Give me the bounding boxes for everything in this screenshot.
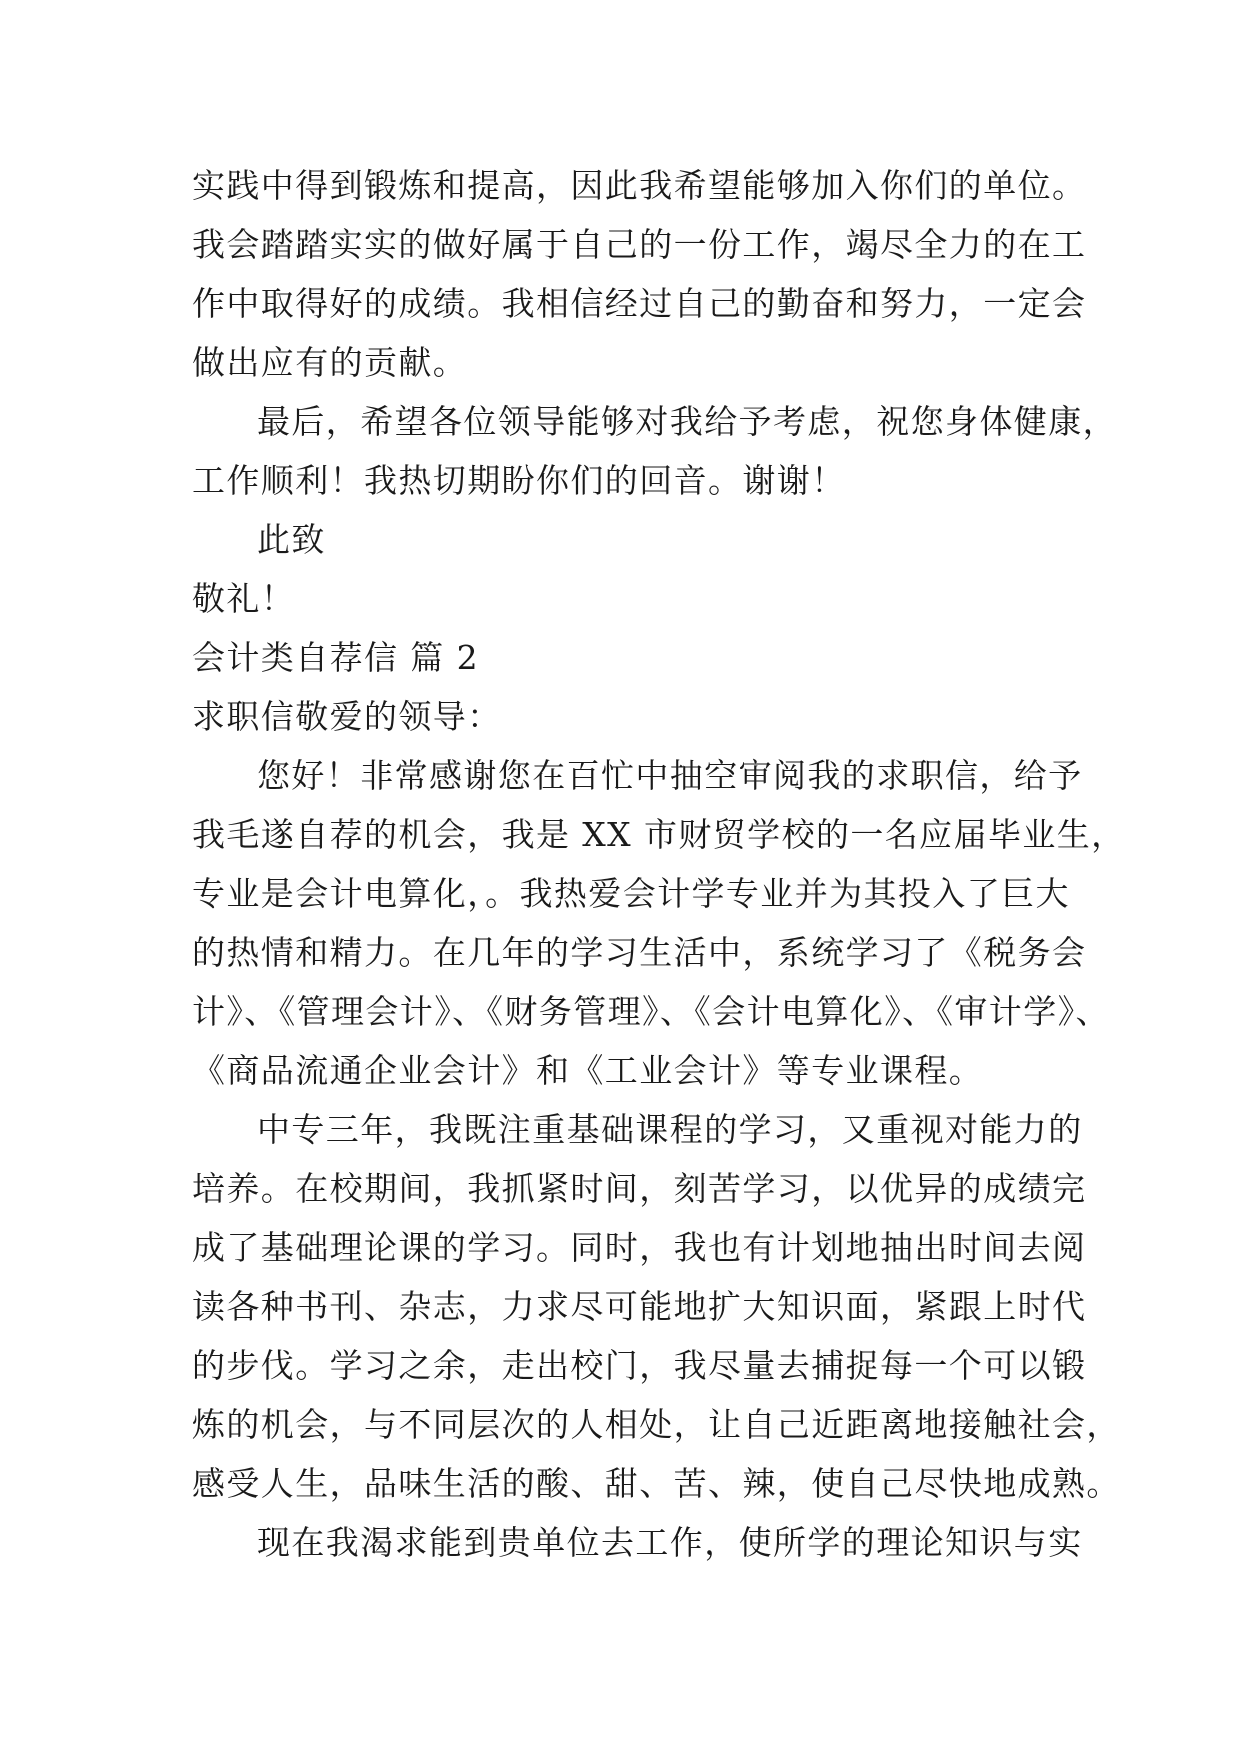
- body-line: 我毛遂自荐的机会，我是 XX 市财贸学校的一名应届毕业生，: [192, 815, 1126, 854]
- paragraph-first-line: 现在我渴求能到贵单位去工作，使所学的理论知识与实: [257, 1523, 1083, 1562]
- body-line: 做出应有的贡献。: [192, 343, 468, 382]
- body-line: 专业是会计电算化，。我热爱会计学专业并为其投入了巨大: [192, 874, 1070, 913]
- body-line: 实践中得到锻炼和提高，因此我希望能够加入你们的单位。: [192, 166, 1087, 205]
- body-line: 的热情和精力。在几年的学习生活中，系统学习了《税务会: [192, 933, 1087, 972]
- body-line: 读各种书刊、杂志，力求尽可能地扩大知识面，紧跟上时代: [192, 1287, 1087, 1326]
- body-line: 计》、《管理会计》、《财务管理》、《会计电算化》、《审计学》、: [192, 992, 1110, 1031]
- body-line: 成了基础理论课的学习。同时，我也有计划地抽出时间去阅: [192, 1228, 1087, 1267]
- body-line: 炼的机会，与不同层次的人相处，让自己近距离地接触社会，: [192, 1405, 1121, 1444]
- letter-greeting: 求职信敬爱的领导：: [192, 697, 502, 736]
- body-line: 培养。在校期间，我抓紧时间，刻苦学习，以优异的成绩完: [192, 1169, 1087, 1208]
- closing-salutation: 此致: [257, 520, 326, 559]
- body-line: 作中取得好的成绩。我相信经过自己的勤奋和努力，一定会: [192, 284, 1087, 323]
- body-line: 我会踏踏实实的做好属于自己的一份工作，竭尽全力的在工: [192, 225, 1087, 264]
- body-line: 《商品流通企业会计》和《工业会计》等专业课程。: [192, 1051, 984, 1090]
- paragraph-first-line: 最后，希望各位领导能够对我给予考虑，祝您身体健康，: [257, 402, 1117, 441]
- section-heading: 会计类自荐信 篇 2: [192, 638, 479, 677]
- paragraph-first-line: 中专三年，我既注重基础课程的学习，又重视对能力的: [257, 1110, 1083, 1149]
- body-line: 工作顺利！我热切期盼你们的回音。谢谢！: [192, 461, 846, 500]
- closing-regards: 敬礼！: [192, 579, 296, 618]
- paragraph-first-line: 您好！非常感谢您在百忙中抽空审阅我的求职信，给予: [257, 756, 1083, 795]
- body-line: 感受人生，品味生活的酸、甜、苦、辣，使自己尽快地成熟。: [192, 1464, 1121, 1503]
- body-line: 的步伐。学习之余，走出校门，我尽量去捕捉每一个可以锻: [192, 1346, 1087, 1385]
